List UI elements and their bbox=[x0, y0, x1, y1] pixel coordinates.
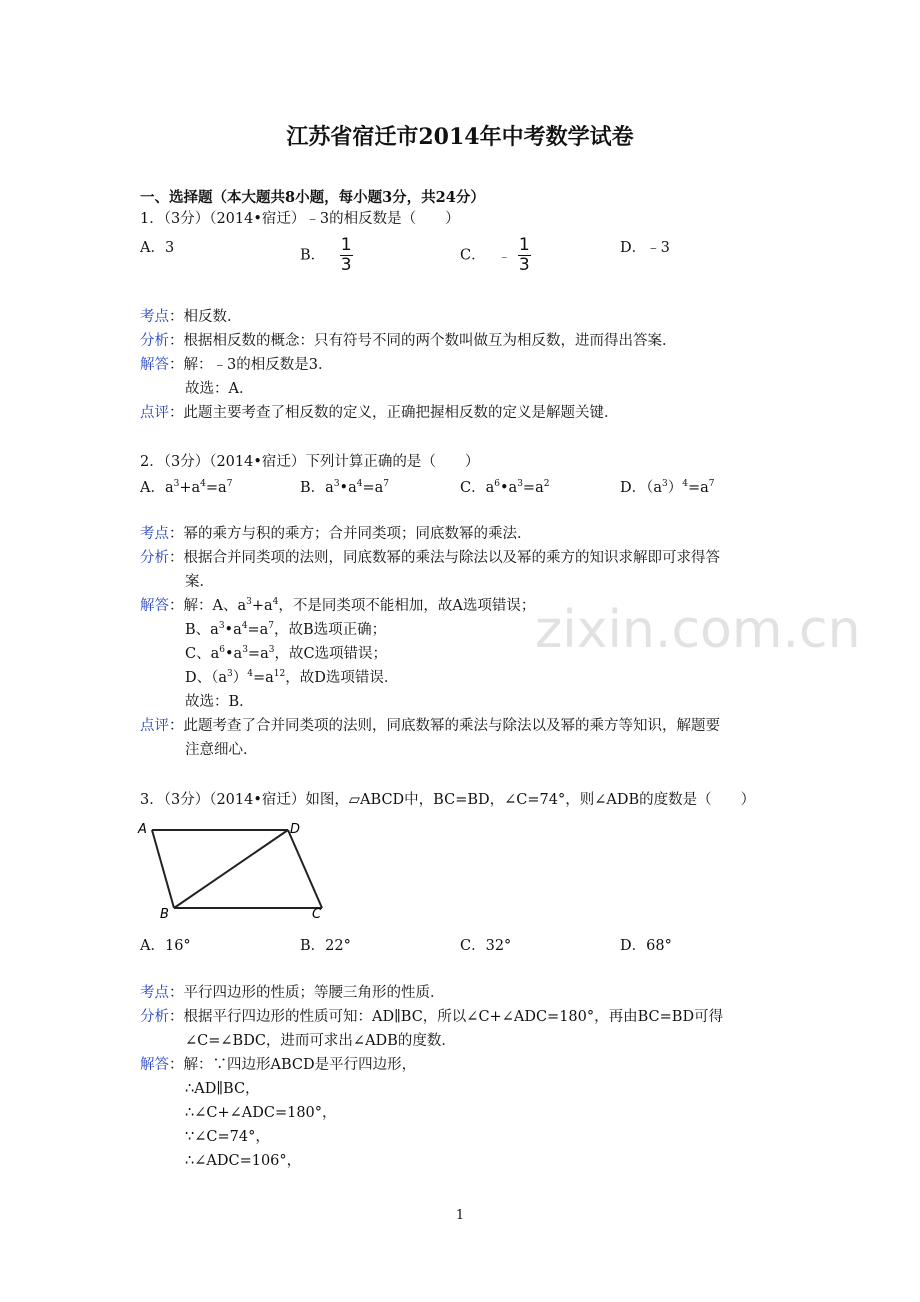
tag-fenxi: 分析 bbox=[140, 333, 169, 349]
tag-fenxi: 分析 bbox=[140, 550, 169, 566]
q3-jieda: ：解：∵四边形ABCD是平行四边形， bbox=[169, 1057, 417, 1073]
question-2-stem: 2．（3分）（2014•宿迁）下列计算正确的是（ ） bbox=[140, 454, 480, 470]
label-a: A bbox=[138, 822, 147, 837]
minus-sign: ﹣ bbox=[498, 248, 511, 263]
q1-option-d: D．﹣3 bbox=[620, 240, 670, 256]
q2-fenxi: ：根据合并同类项的法则，同底数幂的乘法与除法以及幂的乘方的知识求解即可求得答 bbox=[169, 550, 720, 566]
q3-kaodian: ：平行四边形的性质；等腰三角形的性质． bbox=[169, 985, 445, 1001]
q1-kaodian: ：相反数． bbox=[169, 309, 242, 325]
q1-fenxi: ：根据相反数的概念：只有符号不同的两个数叫做互为相反数，进而得出答案． bbox=[169, 333, 677, 349]
q1-analysis bbox=[140, 305, 800, 425]
tag-kaodian: 考点 bbox=[140, 309, 169, 325]
section-heading: 一、选择题（本大题共8小题，每小题3分，共24分） bbox=[140, 189, 485, 206]
q1-option-c-label: C． bbox=[460, 247, 486, 264]
q3-option-a: A．16° bbox=[140, 938, 191, 954]
question-1-stem: 1．（3分）（2014•宿迁）﹣3的相反数是（ ） bbox=[140, 211, 460, 227]
fraction-denominator: 3 bbox=[518, 255, 530, 275]
q2-jieda-line3-b: ，故C选项错误； bbox=[274, 646, 388, 662]
q2-option-a: A．$a^3+a^4=a^7$ bbox=[140, 479, 233, 496]
q3-jieda-line2: ∴AD∥BC， bbox=[185, 1081, 260, 1097]
tag-jieda: 解答 bbox=[140, 1057, 169, 1073]
watermark: zixin.com.cn bbox=[535, 600, 861, 660]
q2-jieda-line3: C、$a^6•a^3=a^3$，故C选项错误； bbox=[185, 645, 388, 662]
q1-dianping: ：此题主要考查了相反数的定义，正确把握相反数的定义是解题关键． bbox=[169, 405, 619, 421]
q3-jieda-line3: ∴∠C+∠ADC=180°， bbox=[185, 1105, 337, 1121]
label-b: B bbox=[160, 907, 169, 922]
edge-ba bbox=[152, 830, 174, 908]
tag-fenxi: 分析 bbox=[140, 1009, 169, 1025]
tag-dianping: 点评 bbox=[140, 405, 169, 421]
q1-option-b bbox=[300, 236, 353, 275]
q2-option-b: B．$a^3•a^4=a^7$ bbox=[300, 479, 390, 496]
q3-fenxi-cont: ∠C=∠BDC，进而可求出∠ADB的度数． bbox=[185, 1033, 456, 1049]
q2-analysis: 考点：幂的乘方与积的乘方；合并同类项；同底数幂的乘法． 分析：根据合并同类项的法则，同底数幂的乘法与除法以及幂的乘方的知识求解即可求得答 案． 解答：解：A、$a^3+a^4$，不是同类项不能相加，故A选项错误； B、$a^3•a^4=a^7$，故B选项正确； C、$a^6•a^3=a^3$，故C选项错误； D、$(a^3)^4=a^{12}$，故D选项错误． 故选：B． 点评：此题考查了合并同类项的法则，同底数幂的乘法与除法以及幂的乘方等知识，解题要 注意细心． bbox=[140, 522, 800, 762]
page-number: 1 bbox=[455, 1208, 465, 1223]
label-c: C bbox=[312, 907, 322, 922]
q1-option-b-label: B． bbox=[300, 247, 326, 264]
q2-jieda-line1-a: ：解：A、a bbox=[169, 598, 247, 614]
q1-jieda: ：解：﹣3的相反数是3． bbox=[169, 357, 333, 373]
tag-jieda: 解答 bbox=[140, 598, 169, 614]
fraction-numerator: 1 bbox=[340, 235, 352, 255]
q1-option-a: A．3 bbox=[140, 240, 175, 256]
tag-jieda: 解答 bbox=[140, 357, 169, 373]
q1-jieda-answer: 故选：A． bbox=[185, 381, 254, 397]
q2-dianping-cont: 注意细心． bbox=[185, 742, 258, 758]
q2-jieda-answer: 故选：B． bbox=[185, 694, 254, 710]
fraction-numerator: 1 bbox=[518, 235, 530, 255]
diagonal-bd bbox=[174, 830, 288, 908]
q2-fenxi-cont: 案． bbox=[185, 574, 214, 590]
q2-option-d: D．$(a^3)^4=a^7$ bbox=[620, 479, 715, 496]
q3-option-c: C．32° bbox=[460, 938, 512, 954]
tag-kaodian: 考点 bbox=[140, 985, 169, 1001]
fraction-denominator: 3 bbox=[340, 255, 352, 275]
q2-jieda-line2: B、$a^3•a^4=a^7$，故B选项正确； bbox=[185, 621, 387, 638]
q3-fenxi: ：根据平行四边形的性质可知：AD∥BC，所以∠C+∠ADC=180°，再由BC=BD可得 bbox=[169, 1009, 724, 1025]
q2-option-c: C．$a^6•a^3=a^2$ bbox=[460, 479, 550, 496]
page-title: 江苏省宿迁市2014年中考数学试卷 bbox=[286, 124, 634, 150]
parallelogram-figure bbox=[136, 816, 336, 924]
q3-jieda-line4: ∵∠C=74°， bbox=[185, 1129, 270, 1145]
q2-jieda-line4: D、$(a^3)^4=a^{12}$，故D选项错误． bbox=[185, 669, 399, 686]
tag-kaodian: 考点 bbox=[140, 526, 169, 542]
q1-option-b-fraction bbox=[340, 236, 353, 275]
q3-analysis bbox=[140, 981, 800, 1173]
q2-dianping: ：此题考查了合并同类项的法则，同底数幂的乘法与除法以及幂的乘方等知识，解题要 bbox=[169, 718, 720, 734]
q2-jieda-line4-b: ，故D选项错误． bbox=[285, 670, 399, 686]
q3-option-d: D．68° bbox=[620, 938, 672, 954]
q2-jieda-line2-b: ，故B选项正确； bbox=[274, 622, 387, 638]
tag-dianping: 点评 bbox=[140, 718, 169, 734]
q1-option-c-fraction bbox=[518, 236, 531, 275]
question-3-stem: 3．（3分）（2014•宿迁）如图，▱ABCD中，BC=BD，∠C=74°，则∠ADB的度数是（ ） bbox=[140, 792, 756, 808]
q3-jieda-line5: ∴∠ADC=106°， bbox=[185, 1153, 302, 1169]
q1-option-c bbox=[460, 236, 531, 275]
q2-kaodian: ：幂的乘方与积的乘方；合并同类项；同底数幂的乘法． bbox=[169, 526, 532, 542]
q2-jieda-line1-b: ，不是同类项不能相加，故A选项错误； bbox=[278, 598, 536, 614]
q3-option-b: B．22° bbox=[300, 938, 351, 954]
label-d: D bbox=[290, 822, 301, 837]
edge-dc bbox=[288, 830, 322, 908]
